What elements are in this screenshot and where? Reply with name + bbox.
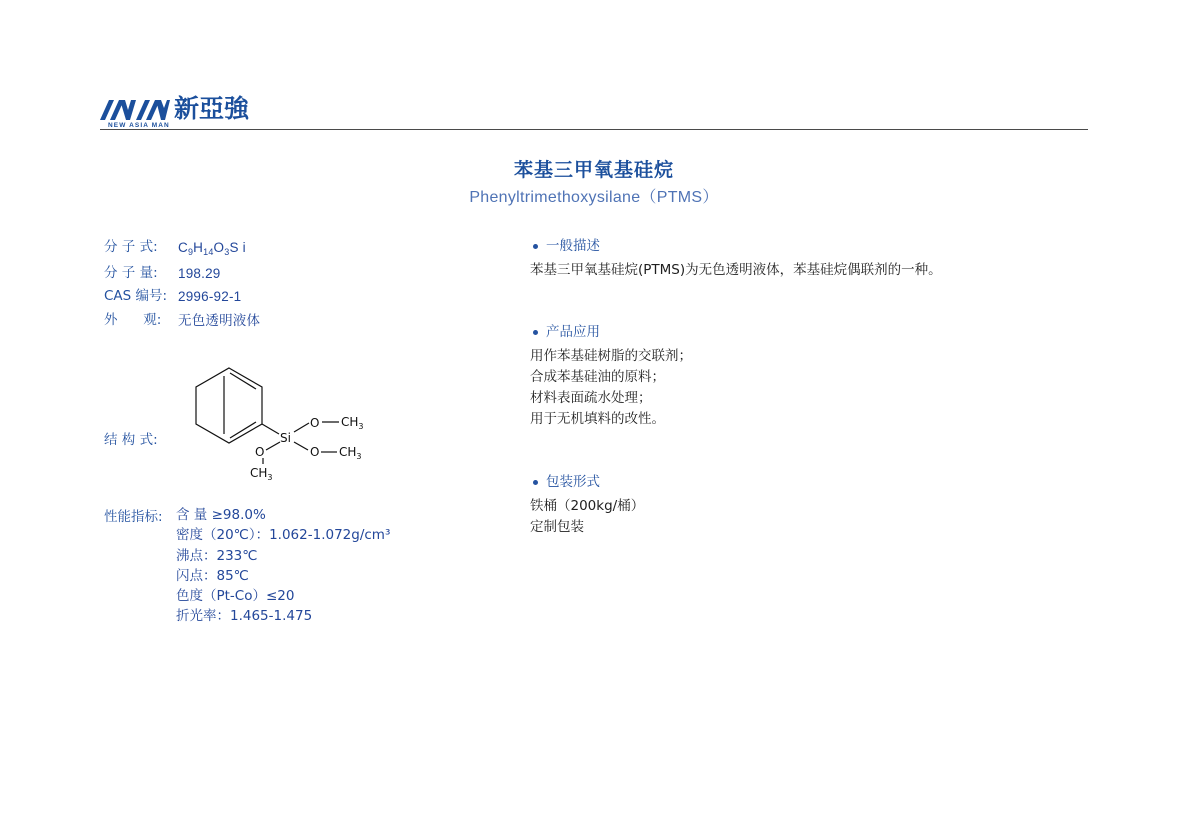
property-label: 分 子 式:: [104, 239, 158, 255]
performance-label: 性能指标:: [104, 509, 163, 525]
page-title-en: Phenyltrimethoxysilane（PTMS）: [469, 189, 719, 206]
property-label: 外 观:: [104, 311, 162, 328]
logo-text-cn: 新亞強: [174, 94, 250, 123]
performance-item: 色度（Pt-Co）≤20: [176, 588, 295, 605]
section-line: 定制包装: [530, 519, 584, 535]
section-body: [530, 260, 1050, 281]
performance-item: 沸点：233℃: [176, 547, 258, 564]
section-body: [530, 496, 1050, 538]
svg-text:O: O: [310, 416, 320, 430]
property-list: [104, 236, 524, 332]
spacer: [530, 281, 1050, 322]
svg-text:O: O: [310, 445, 320, 459]
performance-item: 折光率：1.465-1.475: [176, 608, 313, 625]
section-line: 用作苯基硅树脂的交联剂；: [530, 348, 692, 364]
property-value: 198.29: [178, 265, 221, 281]
section-title: 一般描述: [530, 236, 1050, 256]
section-line: 苯基三甲氧基硅烷(PTMS)为无色透明液体，苯基硅烷偶联剂的一种。: [530, 262, 942, 278]
section-line: 材料表面疏水处理；: [530, 390, 652, 406]
performance-item: 闪点：85℃: [176, 567, 249, 584]
property-row: [104, 262, 524, 286]
svg-text:Si: Si: [280, 431, 291, 445]
property-value-formula: $C_9H_{14}O_3S$ i: [178, 240, 246, 257]
section-body: [530, 346, 1050, 430]
structure-label: 结 构 式:: [104, 432, 158, 448]
property-value: 2996-92-1: [178, 289, 242, 304]
section-packaging: [530, 472, 1050, 538]
property-label: CAS 编号:: [104, 288, 168, 304]
property-row: [104, 236, 524, 262]
performance-item: 密度（20℃）：1.062-1.072g/cm³: [176, 527, 391, 544]
header-divider: [100, 129, 1088, 130]
page-title-cn: 苯基三甲氧基硅烷: [513, 159, 674, 181]
svg-text:CH3: $CH_3$: [341, 415, 364, 431]
svg-text:CH3: $CH_3$: [250, 466, 273, 482]
logo-text-en: NEW ASIA MAN: [108, 122, 170, 129]
property-row: [104, 285, 524, 309]
company-logo: [100, 96, 249, 130]
page-header: [100, 96, 1088, 136]
section-applications: [530, 322, 1050, 430]
svg-text:O: O: [255, 445, 265, 459]
section-general-description: [530, 236, 1050, 281]
section-line: 合成苯基硅油的原料；: [530, 369, 665, 385]
section-title: 产品应用: [530, 322, 1050, 342]
structure-block: [104, 360, 524, 495]
property-row: [104, 309, 524, 333]
section-line: 铁桶（200kg/桶）: [530, 498, 645, 514]
property-value: 无色透明液体: [178, 312, 261, 328]
section-line: 用于无机填料的改性。: [530, 411, 665, 427]
description-column: [530, 236, 1050, 538]
section-title: 包装形式: [530, 472, 1050, 492]
structure-diagram-icon: [194, 360, 464, 495]
property-label: 分 子 量:: [104, 264, 158, 281]
spacer: [530, 430, 1050, 472]
performance-list: [176, 505, 390, 627]
performance-item: 含 量 ≥98.0%: [176, 507, 266, 523]
svg-text:CH3: $CH_3$: [339, 445, 362, 461]
